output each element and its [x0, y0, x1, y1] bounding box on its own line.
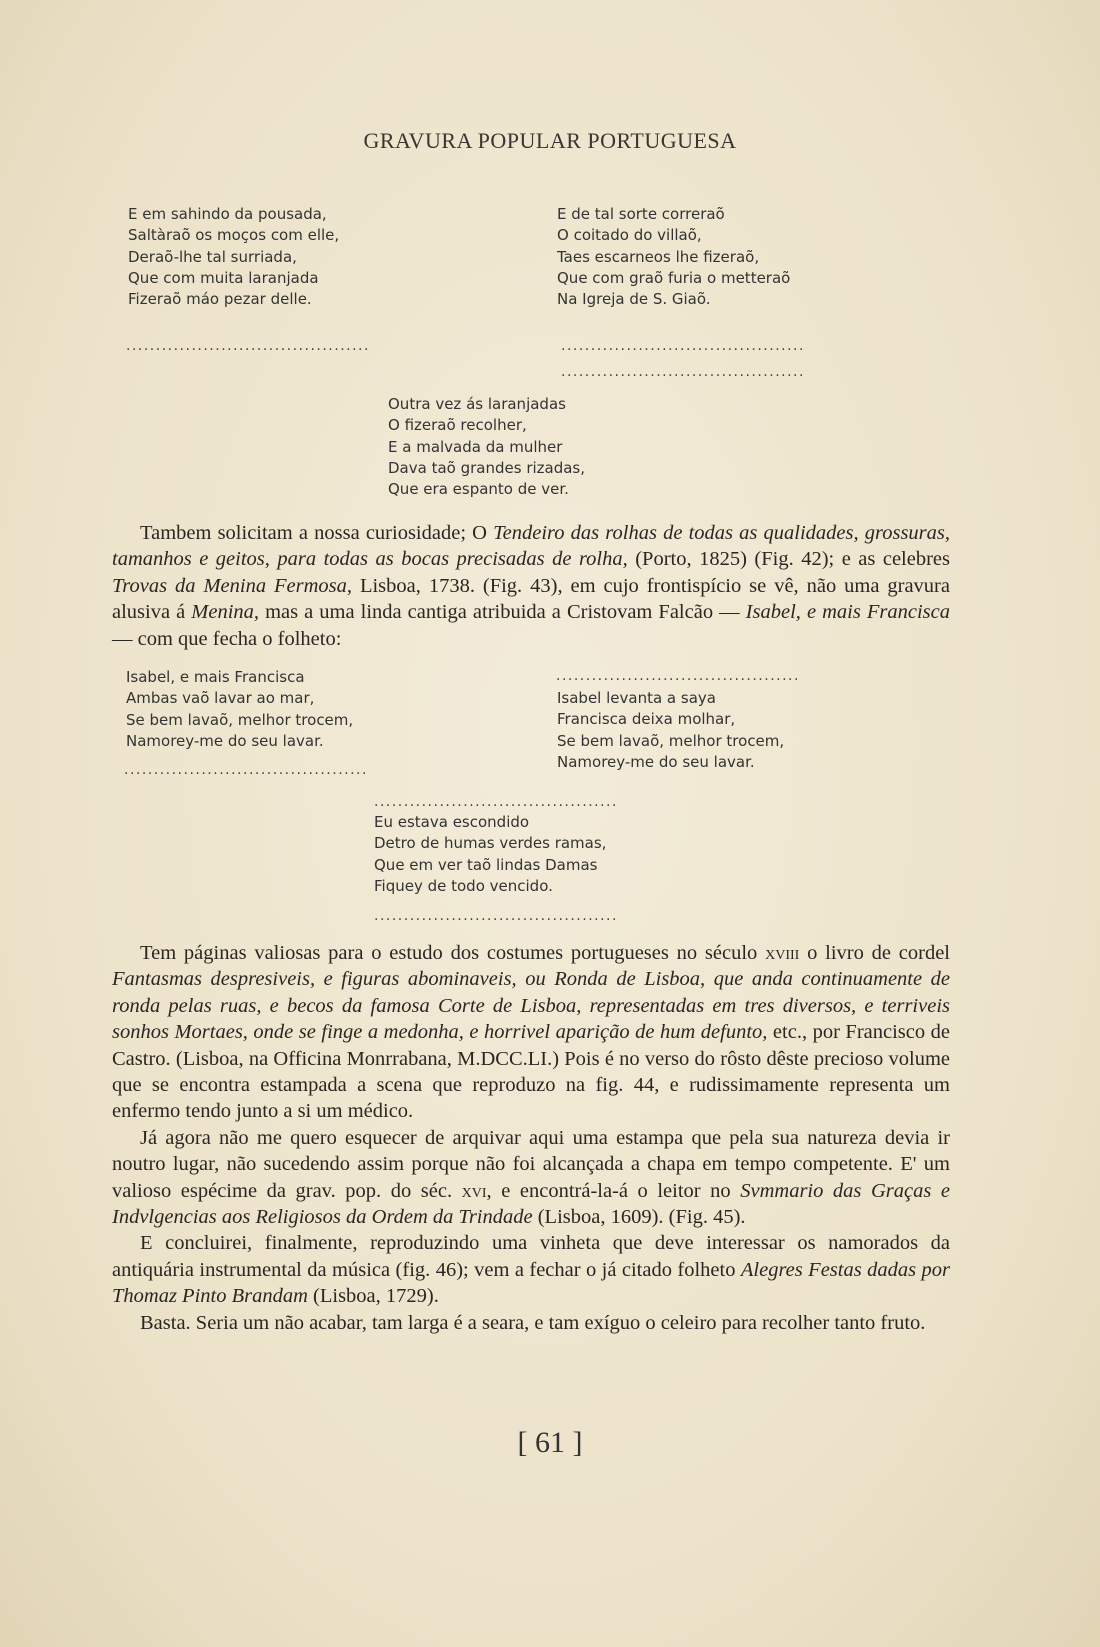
- verse-line: Ambas vaõ lavar ao mar,: [126, 689, 315, 708]
- verse-line: E em sahindo da pousada,: [128, 205, 327, 223]
- verse-line: Que com graõ furia o metteraõ: [557, 268, 791, 287]
- verse-line: Eu estava escondido: [374, 813, 530, 831]
- verse-line: Na Igreja de S. Giaõ.: [557, 290, 711, 309]
- ellipsis-line: .........................................: [561, 364, 805, 380]
- main-text: [112, 940, 950, 1336]
- verse-line: E a malvada da mulher: [388, 437, 563, 456]
- verse-line: Francisca deixa molhar,: [557, 710, 736, 729]
- verse-line: O coitado do villaõ,: [557, 226, 702, 245]
- ellipsis-line: .........................................: [561, 338, 805, 354]
- verse-stanza-center: [374, 812, 606, 897]
- ellipsis-line: .........................................: [124, 762, 368, 778]
- ellipsis-line: .........................................: [374, 794, 618, 810]
- verse-line: Fiquey de todo vencido.: [374, 876, 553, 895]
- ellipsis-line: .........................................: [556, 668, 800, 684]
- ellipsis-line: .........................................: [374, 908, 618, 924]
- paragraph-3: Já agora não me quero esquecer de arquivar aqui uma estampa que pela sua natureza devia ir noutro lugar, não sucedendo assim porque não foi alcançada a chapa em tempo competente. E' um valioso espécime da grav. pop. do séc. xvi, e encontrá-la-á o leitor no Svmmario das Graças e Indvlgencias aos Religiosos da Ordem da Trindade (Lisboa, 1609). (Fig. 45).: [112, 1126, 950, 1229]
- page-number: [ 61 ]: [517, 1426, 583, 1459]
- verse-line: Namorey-me do seu lavar.: [557, 752, 755, 771]
- verse-line: Outra vez ás laranjadas: [388, 395, 566, 413]
- verse-line: Namorey-me do seu lavar.: [126, 731, 324, 750]
- verse-stanza-right: [557, 688, 784, 773]
- paragraph-1: Tambem solicitam a nossa curiosidade; O Tendeiro das rolhas de todas as qualidades, grossuras, tamanhos e geitos, para todas as bocas precisadas de rolha, (Porto, 1825) (Fig. 42); e as celebres Trovas da Menina Fermosa, Lisboa, 1738. (Fig. 43), em cujo frontispício se vê, não uma gravura alusiva á Menina, mas a uma linda cantiga atribuida a Cristovam Falcão — Isabel, e mais Francisca — com que fecha o folheto:: [112, 522, 951, 650]
- verse-line: Detro de humas verdes ramas,: [374, 834, 607, 853]
- running-header: GRAVURA POPULAR PORTUGUESA: [363, 128, 737, 153]
- verse-line: Se bem lavaõ, melhor trocem,: [126, 710, 354, 729]
- paragraph-4: E concluirei, finalmente, reproduzindo uma vinheta que deve interessar os namorados da antiquária instrumental da música (fig. 46); vem a fechar o já citado folheto Alegres Festas dadas por Thomaz Pinto Brandam (Lisboa, 1729).: [112, 1232, 950, 1308]
- paragraph-5: Basta. Seria um não acabar, tam larga é a seara, e tam exíguo o celeiro para recolher tanto fruto.: [140, 1311, 926, 1334]
- verse-line: Que em ver taõ lindas Damas: [374, 855, 598, 874]
- verse-stanza-left: [128, 204, 339, 310]
- verse-line: Taes escarneos lhe fizeraõ,: [557, 247, 760, 266]
- verse-line: Isabel, e mais Francisca: [126, 668, 305, 686]
- verse-line: Fizeraõ máo pezar delle.: [128, 290, 312, 309]
- verse-line: Isabel levanta a saya: [557, 689, 716, 707]
- verse-line: E de tal sorte correraõ: [557, 205, 725, 223]
- verse-line: Deraõ-lhe tal surriada,: [128, 247, 297, 266]
- paragraph-2: Tem páginas valiosas para o estudo dos costumes portugueses no século xviii o livro de cordel Fantasmas despresiveis, e figuras abominaveis, ou Ronda de Lisboa, que anda continuamente de ronda pelas ruas, e becos da famosa Corte de Lisboa, representadas em tres diversos, e terriveis sonhos Mortaes, onde se finge a medonha, e horrivel aparição de hum defunto, etc., por Francisco de Castro. (Lisboa, na Officina Monrrabana, M.DCC.LI.) Pois é no verso do rôsto dêste precioso volume que se encontra estampada a scena que reproduzo na fig. 44, e rudissimamente representa um enfermo tendo junto a si um médico.: [112, 942, 950, 1123]
- verse-stanza-center: [388, 394, 585, 500]
- verse-line: Saltàraõ os moços com elle,: [128, 226, 340, 245]
- verse-line: O fizeraõ recolher,: [388, 416, 527, 435]
- verse-line: Dava taõ grandes rizadas,: [388, 458, 586, 477]
- verse-line: Que era espanto de ver.: [388, 480, 569, 499]
- verse-line: Se bem lavaõ, melhor trocem,: [557, 731, 785, 750]
- verse-stanza-right: [557, 204, 790, 310]
- verse-line: Que com muita laranjada: [128, 268, 319, 287]
- verse-stanza-left: [126, 667, 353, 752]
- ellipsis-line: .........................................: [126, 338, 370, 354]
